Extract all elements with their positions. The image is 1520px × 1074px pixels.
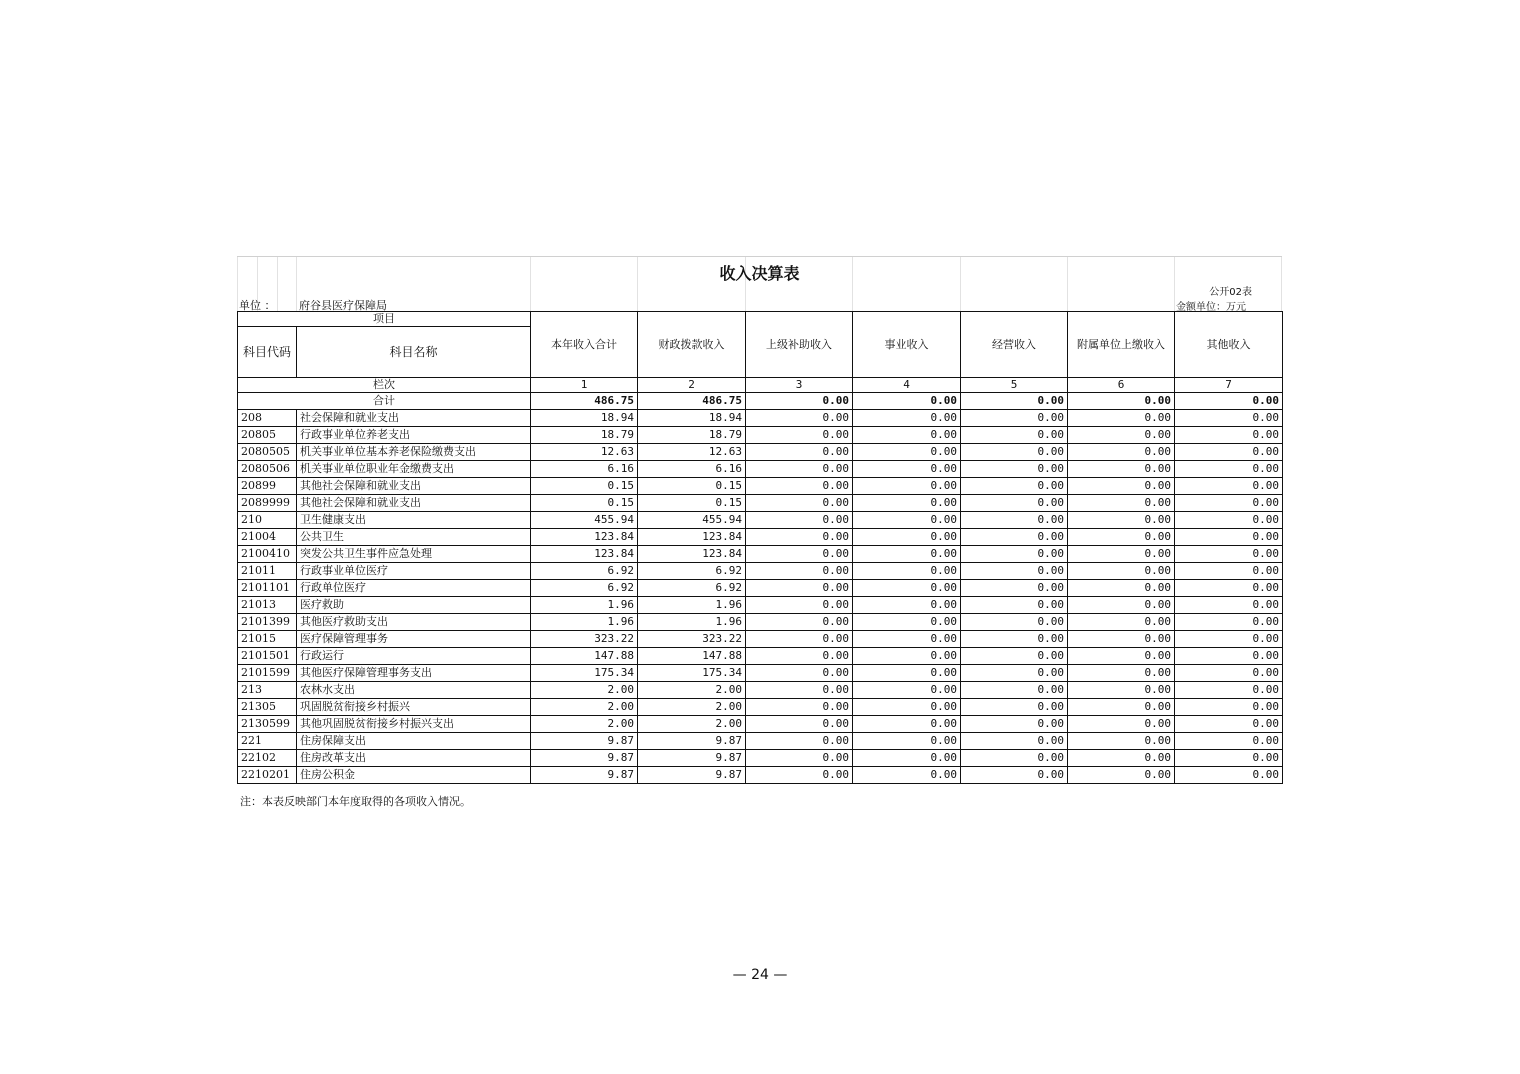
- account-name: 其他社会保障和就业支出: [297, 478, 531, 495]
- amount-cell: 0.00: [1068, 563, 1175, 580]
- amount-cell: 0.00: [853, 733, 961, 750]
- table-row: [238, 665, 1283, 682]
- column-number-row: [238, 378, 1283, 393]
- account-name: 其他巩固脱贫衔接乡村振兴支出: [297, 716, 531, 733]
- table-row: [238, 563, 1283, 580]
- total-value: 486.75: [638, 393, 746, 410]
- amount-cell: 0.00: [961, 648, 1068, 665]
- amount-cell: 0.00: [746, 699, 853, 716]
- amount-cell: 0.00: [746, 733, 853, 750]
- account-name: 突发公共卫生事件应急处理: [297, 546, 531, 563]
- amount-cell: 0.00: [1175, 495, 1283, 512]
- amount-cell: 0.00: [1175, 614, 1283, 631]
- col-num: 5: [961, 378, 1068, 393]
- amount-cell: 1.96: [638, 614, 746, 631]
- table-row: [238, 716, 1283, 733]
- account-code: 210: [238, 512, 297, 529]
- total-value: 0.00: [1175, 393, 1283, 410]
- amount-cell: 0.00: [961, 682, 1068, 699]
- col-header-fiscal: 财政拨款收入: [638, 312, 746, 378]
- amount-cell: 0.00: [1068, 580, 1175, 597]
- account-name: 其他医疗保障管理事务支出: [297, 665, 531, 682]
- project-header: 项目: [238, 312, 531, 327]
- account-code: 221: [238, 733, 297, 750]
- amount-cell: 0.00: [961, 563, 1068, 580]
- amount-cell: 0.00: [746, 410, 853, 427]
- amount-cell: 175.34: [531, 665, 638, 682]
- account-code: 2089999: [238, 495, 297, 512]
- table-row: [238, 410, 1283, 427]
- amount-cell: 0.00: [1175, 733, 1283, 750]
- col-num: 3: [746, 378, 853, 393]
- account-code: 20899: [238, 478, 297, 495]
- account-name: 医疗保障管理事务: [297, 631, 531, 648]
- table-row: [238, 512, 1283, 529]
- page-number: — 24 —: [732, 967, 788, 983]
- amount-cell: 1.96: [531, 597, 638, 614]
- table-row: [238, 478, 1283, 495]
- total-value: 0.00: [853, 393, 961, 410]
- col-header-superior: 上级补助收入: [746, 312, 853, 378]
- account-name: 卫生健康支出: [297, 512, 531, 529]
- amount-cell: 0.00: [1068, 410, 1175, 427]
- amount-cell: 0.00: [853, 580, 961, 597]
- amount-cell: 0.00: [961, 699, 1068, 716]
- amount-cell: 0.00: [1068, 597, 1175, 614]
- amount-cell: 0.00: [961, 631, 1068, 648]
- total-value: 0.00: [961, 393, 1068, 410]
- amount-cell: 0.00: [853, 512, 961, 529]
- amount-cell: 0.00: [1175, 631, 1283, 648]
- amount-cell: 0.00: [1175, 750, 1283, 767]
- amount-cell: 0.00: [746, 546, 853, 563]
- amount-cell: 0.00: [746, 563, 853, 580]
- amount-cell: 6.16: [531, 461, 638, 478]
- amount-cell: 18.79: [531, 427, 638, 444]
- table-row: [238, 682, 1283, 699]
- amount-cell: 123.84: [531, 529, 638, 546]
- account-code: 208: [238, 410, 297, 427]
- amount-cell: 0.00: [1175, 665, 1283, 682]
- amount-cell: 2.00: [531, 716, 638, 733]
- amount-cell: 0.00: [853, 478, 961, 495]
- amount-cell: 2.00: [638, 682, 746, 699]
- amount-cell: 0.00: [746, 580, 853, 597]
- footnote: 注：本表反映部门本年度取得的各项收入情况。: [240, 795, 471, 808]
- amount-cell: 0.00: [746, 529, 853, 546]
- amount-cell: 0.00: [746, 682, 853, 699]
- code-header: 科目代码: [238, 327, 297, 378]
- amount-cell: 0.00: [853, 563, 961, 580]
- table-row: [238, 461, 1283, 478]
- account-name: 公共卫生: [297, 529, 531, 546]
- account-name: 其他社会保障和就业支出: [297, 495, 531, 512]
- amount-cell: 0.00: [961, 546, 1068, 563]
- amount-cell: 18.94: [531, 410, 638, 427]
- account-code: 2101599: [238, 665, 297, 682]
- page-title: 收入决算表: [719, 264, 800, 283]
- amount-cell: 0.00: [746, 512, 853, 529]
- income-table: [237, 311, 1283, 784]
- amount-cell: 0.00: [853, 444, 961, 461]
- amount-cell: 0.00: [961, 580, 1068, 597]
- unit-label: 单位 ：: [239, 299, 276, 312]
- amount-cell: 0.00: [853, 529, 961, 546]
- amount-cell: 0.00: [1068, 529, 1175, 546]
- amount-cell: 0.00: [1068, 648, 1175, 665]
- amount-cell: 0.00: [853, 767, 961, 784]
- total-row: [238, 393, 1283, 410]
- amount-cell: 323.22: [638, 631, 746, 648]
- account-name: 医疗救助: [297, 597, 531, 614]
- amount-cell: 0.00: [1068, 750, 1175, 767]
- col-header-business: 事业收入: [853, 312, 961, 378]
- form-number: 公开02表: [1209, 287, 1252, 298]
- amount-cell: 6.16: [638, 461, 746, 478]
- amount-cell: 0.00: [961, 444, 1068, 461]
- amount-cell: 2.00: [638, 699, 746, 716]
- name-header: 科目名称: [297, 327, 531, 378]
- amount-cell: 0.00: [1175, 444, 1283, 461]
- amount-cell: 123.84: [638, 529, 746, 546]
- account-code: 2080506: [238, 461, 297, 478]
- amount-cell: 0.00: [1068, 512, 1175, 529]
- account-name: 住房公积金: [297, 767, 531, 784]
- account-name: 机关事业单位基本养老保险缴费支出: [297, 444, 531, 461]
- account-code: 2101501: [238, 648, 297, 665]
- amount-cell: 6.92: [531, 580, 638, 597]
- amount-cell: 0.00: [1175, 767, 1283, 784]
- col-header-affiliate: 附属单位上缴收入: [1068, 312, 1175, 378]
- amount-cell: 0.00: [853, 410, 961, 427]
- lanci-label: 栏次: [238, 378, 531, 393]
- table-row: [238, 580, 1283, 597]
- account-name: 行政运行: [297, 648, 531, 665]
- amount-cell: 0.00: [746, 716, 853, 733]
- amount-cell: 0.00: [1068, 495, 1175, 512]
- amount-cell: 323.22: [531, 631, 638, 648]
- amount-cell: 0.00: [746, 444, 853, 461]
- account-name: 住房保障支出: [297, 733, 531, 750]
- amount-cell: 0.00: [1175, 546, 1283, 563]
- amount-cell: 0.00: [746, 597, 853, 614]
- col-header-other: 其他收入: [1175, 312, 1283, 378]
- account-code: 2101101: [238, 580, 297, 597]
- amount-cell: 0.15: [531, 478, 638, 495]
- col-num: 1: [531, 378, 638, 393]
- amount-cell: 0.00: [746, 665, 853, 682]
- amount-cell: 0.00: [746, 478, 853, 495]
- amount-cell: 0.00: [1175, 699, 1283, 716]
- amount-cell: 0.00: [1175, 563, 1283, 580]
- amount-cell: 0.00: [1068, 614, 1175, 631]
- account-name: 行政单位医疗: [297, 580, 531, 597]
- amount-cell: 0.00: [853, 597, 961, 614]
- amount-cell: 0.00: [961, 716, 1068, 733]
- account-name: 住房改革支出: [297, 750, 531, 767]
- amount-cell: 0.00: [961, 750, 1068, 767]
- amount-cell: 6.92: [638, 580, 746, 597]
- unit-value: 府谷县医疗保障局: [299, 299, 387, 312]
- account-name: 巩固脱贫衔接乡村振兴: [297, 699, 531, 716]
- account-code: 20805: [238, 427, 297, 444]
- amount-cell: 0.00: [961, 597, 1068, 614]
- account-name: 机关事业单位职业年金缴费支出: [297, 461, 531, 478]
- amount-cell: 0.00: [961, 512, 1068, 529]
- amount-cell: 0.00: [1175, 461, 1283, 478]
- amount-cell: 0.00: [1068, 699, 1175, 716]
- amount-cell: 0.00: [1068, 444, 1175, 461]
- amount-cell: 0.00: [1068, 631, 1175, 648]
- amount-cell: 2.00: [531, 699, 638, 716]
- amount-cell: 175.34: [638, 665, 746, 682]
- account-code: 2080505: [238, 444, 297, 461]
- amount-cell: 0.00: [961, 410, 1068, 427]
- amount-cell: 9.87: [531, 767, 638, 784]
- title-row: [237, 256, 1282, 297]
- amount-cell: 9.87: [638, 750, 746, 767]
- account-code: 21011: [238, 563, 297, 580]
- account-name: 行政事业单位医疗: [297, 563, 531, 580]
- amount-cell: 1.96: [638, 597, 746, 614]
- amount-cell: 0.00: [746, 427, 853, 444]
- amount-cell: 0.00: [853, 682, 961, 699]
- table-row: [238, 546, 1283, 563]
- account-code: 213: [238, 682, 297, 699]
- amount-cell: 0.00: [1175, 427, 1283, 444]
- amount-cell: 0.15: [638, 495, 746, 512]
- amount-cell: 0.00: [1068, 478, 1175, 495]
- amount-cell: 2.00: [638, 716, 746, 733]
- amount-cell: 0.00: [1068, 427, 1175, 444]
- amount-cell: 0.15: [638, 478, 746, 495]
- amount-cell: 0.00: [853, 648, 961, 665]
- amount-cell: 0.00: [961, 665, 1068, 682]
- total-value: 0.00: [1068, 393, 1175, 410]
- currency-label: 金额单位：万元: [1176, 302, 1246, 313]
- amount-cell: 9.87: [638, 733, 746, 750]
- amount-cell: 0.00: [1068, 767, 1175, 784]
- table-row: [238, 733, 1283, 750]
- amount-cell: 0.00: [1175, 597, 1283, 614]
- table-row: [238, 597, 1283, 614]
- col-num: 6: [1068, 378, 1175, 393]
- col-num: 2: [638, 378, 746, 393]
- amount-cell: 0.00: [746, 750, 853, 767]
- account-name: 行政事业单位养老支出: [297, 427, 531, 444]
- table-row: [238, 767, 1283, 784]
- account-code: 2210201: [238, 767, 297, 784]
- amount-cell: 0.00: [853, 699, 961, 716]
- amount-cell: 9.87: [531, 750, 638, 767]
- amount-cell: 0.00: [961, 733, 1068, 750]
- amount-cell: 0.00: [853, 614, 961, 631]
- col-num: 7: [1175, 378, 1283, 393]
- table-row: [238, 648, 1283, 665]
- amount-cell: 6.92: [531, 563, 638, 580]
- amount-cell: 0.00: [853, 665, 961, 682]
- col-header-total: 本年收入合计: [531, 312, 638, 378]
- total-value: 0.00: [746, 393, 853, 410]
- amount-cell: 0.00: [853, 427, 961, 444]
- report-sheet: [237, 256, 1282, 784]
- table-row: [238, 444, 1283, 461]
- table-row: [238, 699, 1283, 716]
- amount-cell: 0.00: [1175, 478, 1283, 495]
- account-name: 其他医疗救助支出: [297, 614, 531, 631]
- table-body: [238, 410, 1283, 784]
- account-code: 22102: [238, 750, 297, 767]
- total-value: 486.75: [531, 393, 638, 410]
- amount-cell: 0.00: [853, 716, 961, 733]
- amount-cell: 0.00: [746, 614, 853, 631]
- amount-cell: 12.63: [531, 444, 638, 461]
- amount-cell: 9.87: [531, 733, 638, 750]
- amount-cell: 0.00: [1175, 682, 1283, 699]
- col-num: 4: [853, 378, 961, 393]
- amount-cell: 0.00: [746, 461, 853, 478]
- amount-cell: 0.00: [961, 614, 1068, 631]
- table-row: [238, 427, 1283, 444]
- amount-cell: 18.94: [638, 410, 746, 427]
- amount-cell: 0.00: [1175, 512, 1283, 529]
- amount-cell: 6.92: [638, 563, 746, 580]
- amount-cell: 0.00: [1068, 733, 1175, 750]
- amount-cell: 1.96: [531, 614, 638, 631]
- amount-cell: 147.88: [638, 648, 746, 665]
- amount-cell: 0.00: [853, 750, 961, 767]
- amount-cell: 2.00: [531, 682, 638, 699]
- amount-cell: 0.00: [1068, 546, 1175, 563]
- amount-cell: 0.00: [961, 478, 1068, 495]
- table-row: [238, 495, 1283, 512]
- amount-cell: 0.00: [853, 495, 961, 512]
- amount-cell: 0.00: [1175, 648, 1283, 665]
- amount-cell: 0.00: [746, 767, 853, 784]
- amount-cell: 123.84: [531, 546, 638, 563]
- account-name: 农林水支出: [297, 682, 531, 699]
- amount-cell: 0.00: [1068, 716, 1175, 733]
- amount-cell: 0.00: [1068, 682, 1175, 699]
- amount-cell: 12.63: [638, 444, 746, 461]
- amount-cell: 0.00: [961, 461, 1068, 478]
- amount-cell: 455.94: [638, 512, 746, 529]
- account-name: 社会保障和就业支出: [297, 410, 531, 427]
- amount-cell: 0.00: [853, 546, 961, 563]
- amount-cell: 0.00: [1068, 461, 1175, 478]
- account-code: 2100410: [238, 546, 297, 563]
- table-row: [238, 614, 1283, 631]
- table-row: [238, 631, 1283, 648]
- amount-cell: 18.79: [638, 427, 746, 444]
- account-code: 2101399: [238, 614, 297, 631]
- account-code: 21015: [238, 631, 297, 648]
- amount-cell: 0.00: [1175, 410, 1283, 427]
- amount-cell: 0.00: [961, 427, 1068, 444]
- amount-cell: 9.87: [638, 767, 746, 784]
- table-row: [238, 750, 1283, 767]
- amount-cell: 147.88: [531, 648, 638, 665]
- account-code: 2130599: [238, 716, 297, 733]
- account-code: 21013: [238, 597, 297, 614]
- amount-cell: 0.00: [1175, 529, 1283, 546]
- total-label: 合计: [238, 393, 531, 410]
- amount-cell: 0.00: [746, 631, 853, 648]
- col-header-operating: 经营收入: [961, 312, 1068, 378]
- amount-cell: 0.00: [853, 461, 961, 478]
- amount-cell: 0.00: [961, 767, 1068, 784]
- amount-cell: 455.94: [531, 512, 638, 529]
- amount-cell: 0.00: [1068, 665, 1175, 682]
- amount-cell: 0.00: [746, 648, 853, 665]
- table-row: [238, 529, 1283, 546]
- amount-cell: 0.00: [1175, 580, 1283, 597]
- amount-cell: 0.00: [853, 631, 961, 648]
- amount-cell: 123.84: [638, 546, 746, 563]
- account-code: 21004: [238, 529, 297, 546]
- amount-cell: 0.00: [746, 495, 853, 512]
- amount-cell: 0.00: [961, 529, 1068, 546]
- amount-cell: 0.15: [531, 495, 638, 512]
- amount-cell: 0.00: [961, 495, 1068, 512]
- account-code: 21305: [238, 699, 297, 716]
- meta-row: [237, 297, 1282, 311]
- amount-cell: 0.00: [1175, 716, 1283, 733]
